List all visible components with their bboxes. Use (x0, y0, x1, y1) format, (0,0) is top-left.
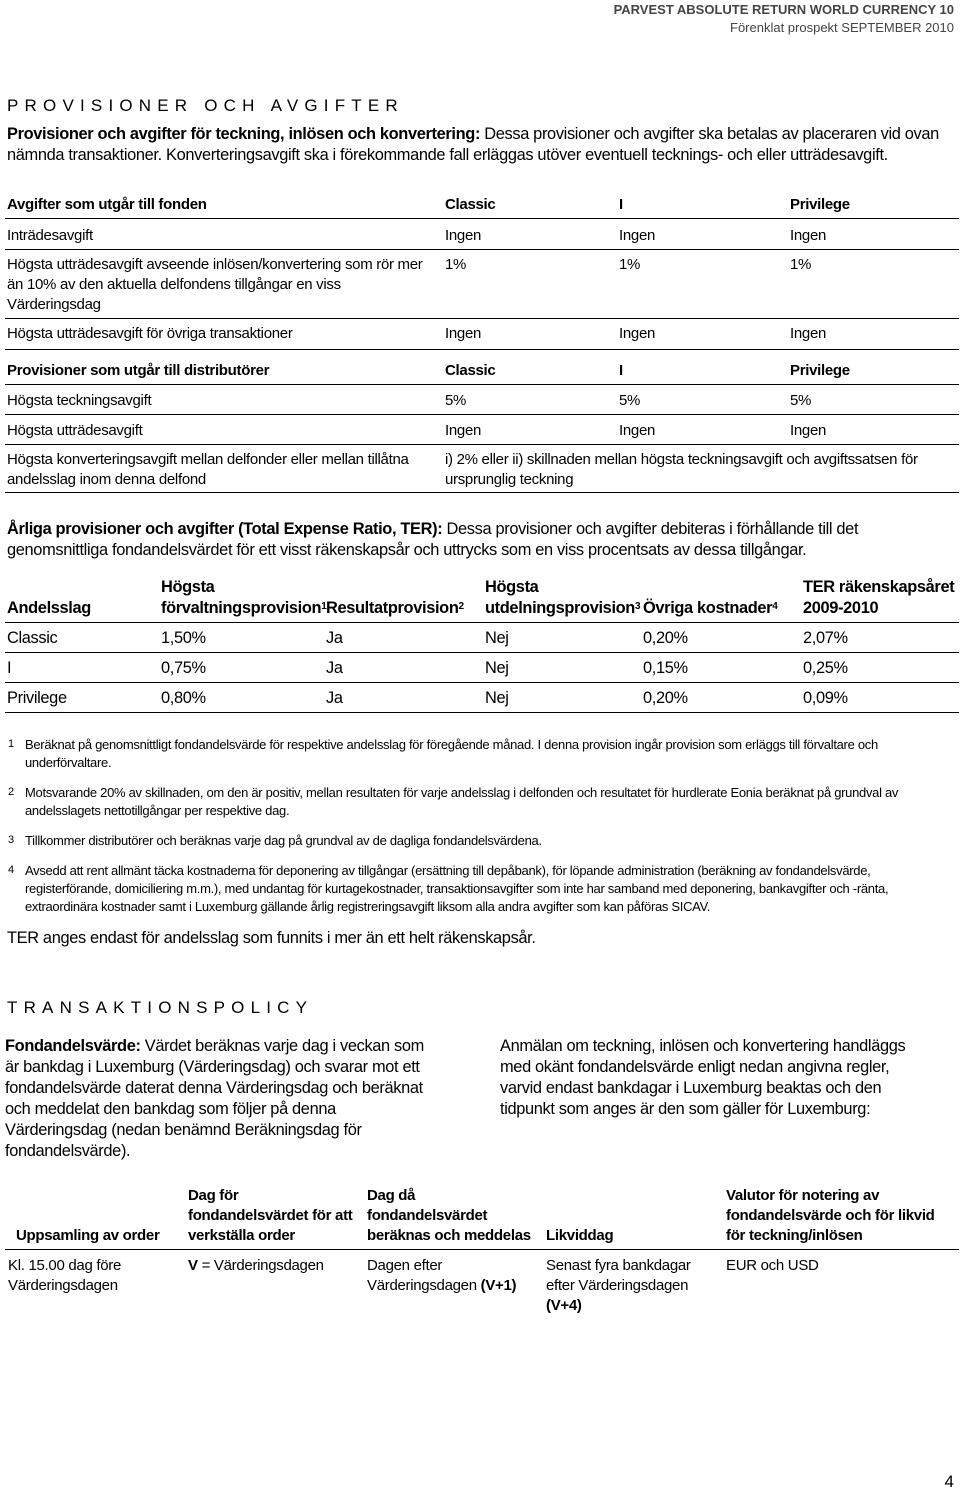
ter-header-ovriga-kostnader: Övriga kostnader$^4$ (643, 599, 778, 617)
provisioner-intro (7, 124, 953, 166)
table-rule (5, 682, 959, 683)
fund-fees-row-classic: Ingen (445, 325, 482, 342)
ter-header-forv-line1: Högsta (161, 578, 215, 596)
ter-note: TER anges endast för andelsslag som funnits i mer än ett helt räkenskapsår. (7, 929, 536, 947)
ter-cell-utdelning: Nej (485, 689, 509, 707)
anmalan-text: Anmälan om teckning, inlösen och konvertering handläggs med okänt fondandelsvärde enligt nedan angivna regler, varvid endast bankdagar i Luxemburg beaktas och den tidpunkt som anges är den som gäller för Luxemburg: (500, 1037, 906, 1118)
distributor-fees-row-i: Ingen (619, 422, 656, 439)
distributor-fees-row-classic: 5% (445, 392, 467, 409)
fund-fees-header-i: I (619, 196, 623, 213)
fund-fees-row-label: Inträdesavgift (7, 227, 93, 244)
fondandelsvarde-text (5, 1036, 437, 1162)
section-heading-provisioner: PROVISIONER OCH AVGIFTER (7, 96, 404, 115)
footnote-number: 1 (8, 738, 15, 750)
footnote-text: Beräknat på genomsnittligt fondandelsvärde för respektive andelsslag för föregående månad. I denna provision ingår provision som erläggs till förvaltare och underförvaltare. (25, 737, 878, 770)
fund-fees-row-i: Ingen (619, 227, 656, 244)
ter-cell-resultat: Ja (326, 689, 343, 707)
ter-cell-ovriga: 0,20% (643, 689, 688, 707)
trans-header-likviddag: Likviddag (546, 1227, 614, 1244)
provisioner-intro-bold: Provisioner och avgifter för teckning, inlösen och konvertering: (7, 125, 481, 143)
distributor-fees-header-i: I (619, 362, 623, 379)
footnote-number: 3 (8, 834, 15, 846)
trans-header-dag-da: Dag då fondandelsvärdet beräknas och meddelas (367, 1187, 531, 1244)
ter-cell-resultat: Ja (326, 659, 343, 677)
trans-header-uppsamling: Uppsamling av order (16, 1227, 160, 1244)
ter-intro (7, 519, 953, 561)
section-heading-transaktionspolicy: TRANSAKTIONSPOLICY (7, 998, 314, 1017)
distributor-fees-row-label: Högsta utträdesavgift (7, 422, 143, 439)
ter-intro-text: Dessa provisioner och avgifter debiteras i förhållande till det genomsnittliga fondandelsvärdet för ett visst räkenskapsår och uttrycks som en viss procentsats av dessa tillgångar. (7, 520, 859, 559)
ter-cell-andelsslag: I (7, 659, 12, 677)
trans-cell-uppsamling: Kl. 15.00 dag före Värderingsdagen (8, 1257, 122, 1294)
distributor-fees-row-privilege: 5% (790, 392, 812, 409)
table-rule (5, 349, 959, 350)
ter-cell-utdelning: Nej (485, 659, 509, 677)
distributor-fees-row-classic: Ingen (445, 422, 482, 439)
ter-header-utd-line1: Högsta (485, 578, 539, 596)
ter-cell-andelsslag: Classic (7, 629, 58, 647)
ter-header-andelsslag: Andelsslag (7, 599, 91, 617)
fondandelsvarde-rest: Värdet beräknas varje dag i veckan som är bankdag i Luxemburg (Värderingsdag) och svarar mot ett fondandelsvärde daterat denna Värderingsdag och beräknat och meddelat den bankdag som följer på denna Värderingsdag (nedan benämnd Beräkningsdag för fondandelsvärde). (5, 1037, 424, 1160)
distributor-fees-row-privilege: Ingen (790, 422, 827, 439)
ter-cell-utdelning: Nej (485, 629, 509, 647)
ter-cell-ter: 0,09% (803, 689, 848, 707)
ter-intro-bold: Årliga provisioner och avgifter (Total Expense Ratio, TER): (7, 520, 443, 538)
trans-cell-dag-for: V = Värderingsdagen (188, 1257, 324, 1274)
table-rule (5, 652, 959, 653)
distributor-fees-row-label: Högsta teckningsavgift (7, 392, 152, 409)
distributor-fees-header-classic: Classic (445, 362, 496, 379)
trans-cell-valutor: EUR och USD (726, 1257, 819, 1274)
fund-fees-row-i: 1% (619, 256, 641, 273)
fund-fees-row-label: Högsta utträdesavgift för övriga transaktioner (7, 325, 293, 342)
ter-cell-forvaltning: 0,80% (161, 689, 206, 707)
fund-fees-row-privilege: Ingen (790, 227, 827, 244)
ter-header-utdelningsprovision: utdelningsprovision$^3$ (485, 599, 641, 617)
distributor-fees-row-i: 5% (619, 392, 641, 409)
ter-cell-ovriga: 0,15% (643, 659, 688, 677)
fund-fees-row-privilege: Ingen (790, 325, 827, 342)
distributor-fees-header-label: Provisioner som utgår till distributörer (7, 362, 270, 379)
footnote-number: 2 (8, 786, 15, 798)
fund-fees-header-privilege: Privilege (790, 196, 850, 213)
table-rule (5, 492, 959, 493)
table-rule (5, 318, 959, 319)
ter-cell-forvaltning: 1,50% (161, 629, 206, 647)
table-rule (5, 712, 959, 713)
ter-header-forvaltningsprovision: förvaltningsprovision$^1$ (161, 599, 327, 617)
ter-cell-resultat: Ja (326, 629, 343, 647)
trans-header-dag-for: Dag för fondandelsvärdet för att verkställa order (188, 1187, 353, 1244)
conversion-fee-label: Högsta konverteringsavgift mellan delfonder eller mellan tillåtna andelsslag inom denna delfond (7, 451, 409, 488)
conversion-fee-value: i) 2% eller ii) skillnaden mellan högsta teckningsavgift och avgiftssatsen för ursprunglig teckning (445, 451, 918, 488)
fund-fees-row-classic: Ingen (445, 227, 482, 244)
trans-cell-likviddag: Senast fyra bankdagar efter Värderingsdagen (V+4) (546, 1257, 691, 1314)
fund-fees-row-i: Ingen (619, 325, 656, 342)
table-rule (5, 414, 959, 415)
distributor-fees-header-privilege: Privilege (790, 362, 850, 379)
ter-cell-andelsslag: Privilege (7, 689, 67, 707)
document-subtitle: Förenklat prospekt SEPTEMBER 2010 (730, 20, 954, 35)
page-number: 4 (944, 1472, 954, 1491)
fund-fees-row-label: Högsta utträdesavgift avseende inlösen/konvertering som rör mer än 10% av den aktuella delfondens tillgångar en viss Värderingsdag (7, 256, 423, 313)
ter-header-resultatprovision: Resultatprovision$^2$ (326, 599, 464, 617)
footnote-text: Motsvarande 20% av skillnaden, om den är positiv, mellan resultaten för varje andelsslag i delfonden och resultatet för hurdlerate Eonia beräknat på grundval av andelsslagets nettotillgångar per respektive dag. (25, 785, 899, 818)
ter-header-ter-line2: 2009-2010 (803, 599, 879, 617)
ter-header-ter-line1: TER räkenskapsåret (803, 578, 955, 596)
table-rule (5, 384, 959, 385)
table-rule (5, 1249, 959, 1250)
ter-cell-ovriga: 0,20% (643, 629, 688, 647)
table-rule (5, 444, 959, 445)
table-rule (5, 218, 959, 219)
footnote-text: Tillkommer distributörer och beräknas varje dag på grundval av de dagliga fondandelsvärdena. (25, 833, 542, 848)
ter-cell-ter: 2,07% (803, 629, 848, 647)
ter-cell-ter: 0,25% (803, 659, 848, 677)
table-rule (5, 249, 959, 250)
footnote-number: 4 (8, 864, 15, 876)
table-rule (5, 622, 959, 623)
ter-cell-forvaltning: 0,75% (161, 659, 206, 677)
fondandelsvarde-bold: Fondandelsvärde: (5, 1037, 141, 1055)
provisioner-intro-text: Dessa provisioner och avgifter ska betalas av placeraren vid ovan nämnda transaktioner. Konverteringsavgift ska i förekommande fall erläggas utöver eventuell tecknings- och eller utträdesavgift. (7, 125, 939, 164)
fund-fees-row-classic: 1% (445, 256, 467, 273)
footnote-text: Avsedd att rent allmänt täcka kostnaderna för deponering av tillgångar (ersättning till depåbank), för löpande administration (beräkning av fondandelsvärde, registerförande, domiciliering m.m.), med undantag för kurtagekostnader, transaktionsavgifter som inte har samband med deponering, bankavgifter och -ränta, extraordinära kostnader samt i Luxemburg gällande årlig registreringsavgift liksom alla andra avgifter som kan påföras SICAV. (25, 863, 889, 914)
fund-fees-header-label: Avgifter som utgår till fonden (7, 196, 207, 213)
trans-cell-dag-da: Dagen efter Värderingsdagen (V+1) (367, 1257, 517, 1294)
document-title: PARVEST ABSOLUTE RETURN WORLD CURRENCY 10 (613, 2, 954, 17)
trans-header-valutor: Valutor för notering av fondandelsvärde och för likvid för teckning/inlösen (726, 1187, 935, 1244)
fund-fees-row-privilege: 1% (790, 256, 812, 273)
fund-fees-header-classic: Classic (445, 196, 496, 213)
